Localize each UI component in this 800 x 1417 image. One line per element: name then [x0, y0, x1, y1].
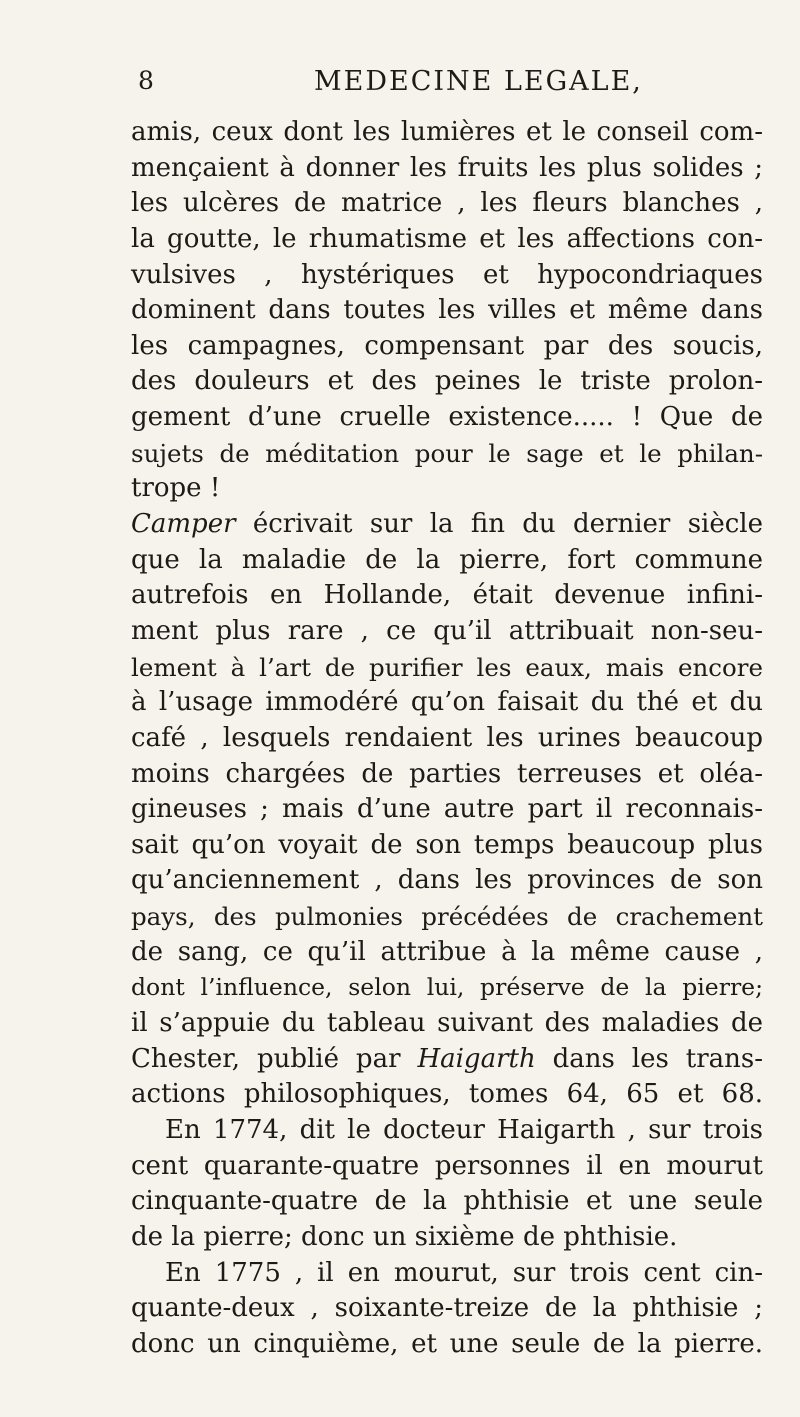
- text-line: En 1775 , il en mourut, sur trois cent cin-: [165, 1257, 763, 1288]
- text-line: des douleurs et des peines le triste prolon-: [131, 366, 763, 397]
- text-line: pays, des pulmonies précédées de crachement: [131, 902, 763, 932]
- text-line: lement à l’art de purifier les eaux, mais encore: [131, 652, 763, 682]
- text-line: de la pierre; donc un sixième de phthisie.: [131, 1221, 678, 1252]
- text-fragment: écrivait sur la fin du dernier siècle: [252, 509, 764, 540]
- running-title: MEDECINE LEGALE,: [314, 66, 643, 97]
- text-line: autrefois en Hollande, était devenue infini-: [131, 580, 763, 611]
- text-line: [131, 1042, 763, 1078]
- text-line: gineuses ; mais d’une autre part il reconnais-: [131, 794, 763, 825]
- text-fragment: Chester, publié par: [131, 1043, 401, 1074]
- page-header: [138, 66, 758, 106]
- text-line: café , lesquels rendaient les urines beaucoup: [131, 722, 763, 753]
- text-line: ment plus rare , ce qu’il attribuait non-seu-: [131, 615, 763, 646]
- text-line: amis, ceux dont les lumières et le conseil com-: [131, 117, 763, 147]
- text-line: à l’usage immodéré qu’on faisait du thé et du: [131, 687, 763, 718]
- text-line: les campagnes, compensant par des soucis,: [131, 330, 763, 361]
- page-number: 8: [138, 66, 155, 95]
- text-line: donc un cinquième, et une seule de la pierre.: [131, 1328, 763, 1359]
- text-line: vulsives , hystériques et hypocondriaques: [131, 259, 763, 290]
- text-line: la goutte, le rhumatisme et les affections con-: [131, 223, 763, 254]
- text-line: [131, 507, 763, 543]
- text-line: sait qu’on voyait de son temps beaucoup plus: [131, 829, 763, 860]
- text-line: dont l’influence, selon lui, préserve de la pierre;: [131, 973, 763, 1002]
- text-line: de sang, ce qu’il attribue à la même cause ,: [131, 936, 763, 967]
- text-line: gement d’une cruelle existence..... ! Que de: [131, 402, 763, 433]
- text-line: dominent dans toutes les villes et même dans: [131, 295, 763, 326]
- text-line: il s’appuie du tableau suivant des maladies de: [131, 1008, 763, 1039]
- author-name-camper: Camper: [131, 509, 236, 540]
- author-name-haigarth: Haigarth: [417, 1043, 536, 1074]
- text-line: quante-deux , soixante-treize de la phthisie ;: [131, 1293, 763, 1324]
- text-fragment: dans les trans-: [552, 1043, 763, 1074]
- text-line: les ulcères de matrice , les fleurs blanches ,: [131, 188, 763, 219]
- text-line: qu’anciennement , dans les provinces de son: [131, 865, 763, 896]
- text-line: que la maladie de la pierre, fort commune: [131, 544, 763, 575]
- text-line: cent quarante-quatre personnes il en mourut: [131, 1150, 763, 1181]
- text-line: sujets de méditation pour le sage et le philan-: [131, 438, 763, 468]
- body-text: [131, 115, 763, 1362]
- text-line: cinquante-quatre de la phthisie et une seule: [131, 1186, 763, 1217]
- text-line: mençaient à donner les fruits les plus solides ;: [131, 152, 763, 183]
- text-line: moins chargées de parties terreuses et oléa-: [131, 758, 763, 789]
- text-line: trope !: [131, 473, 221, 504]
- text-line: actions philosophiques, tomes 64, 65 et 68.: [131, 1079, 763, 1110]
- text-line: En 1774, dit le docteur Haigarth , sur trois: [165, 1114, 763, 1145]
